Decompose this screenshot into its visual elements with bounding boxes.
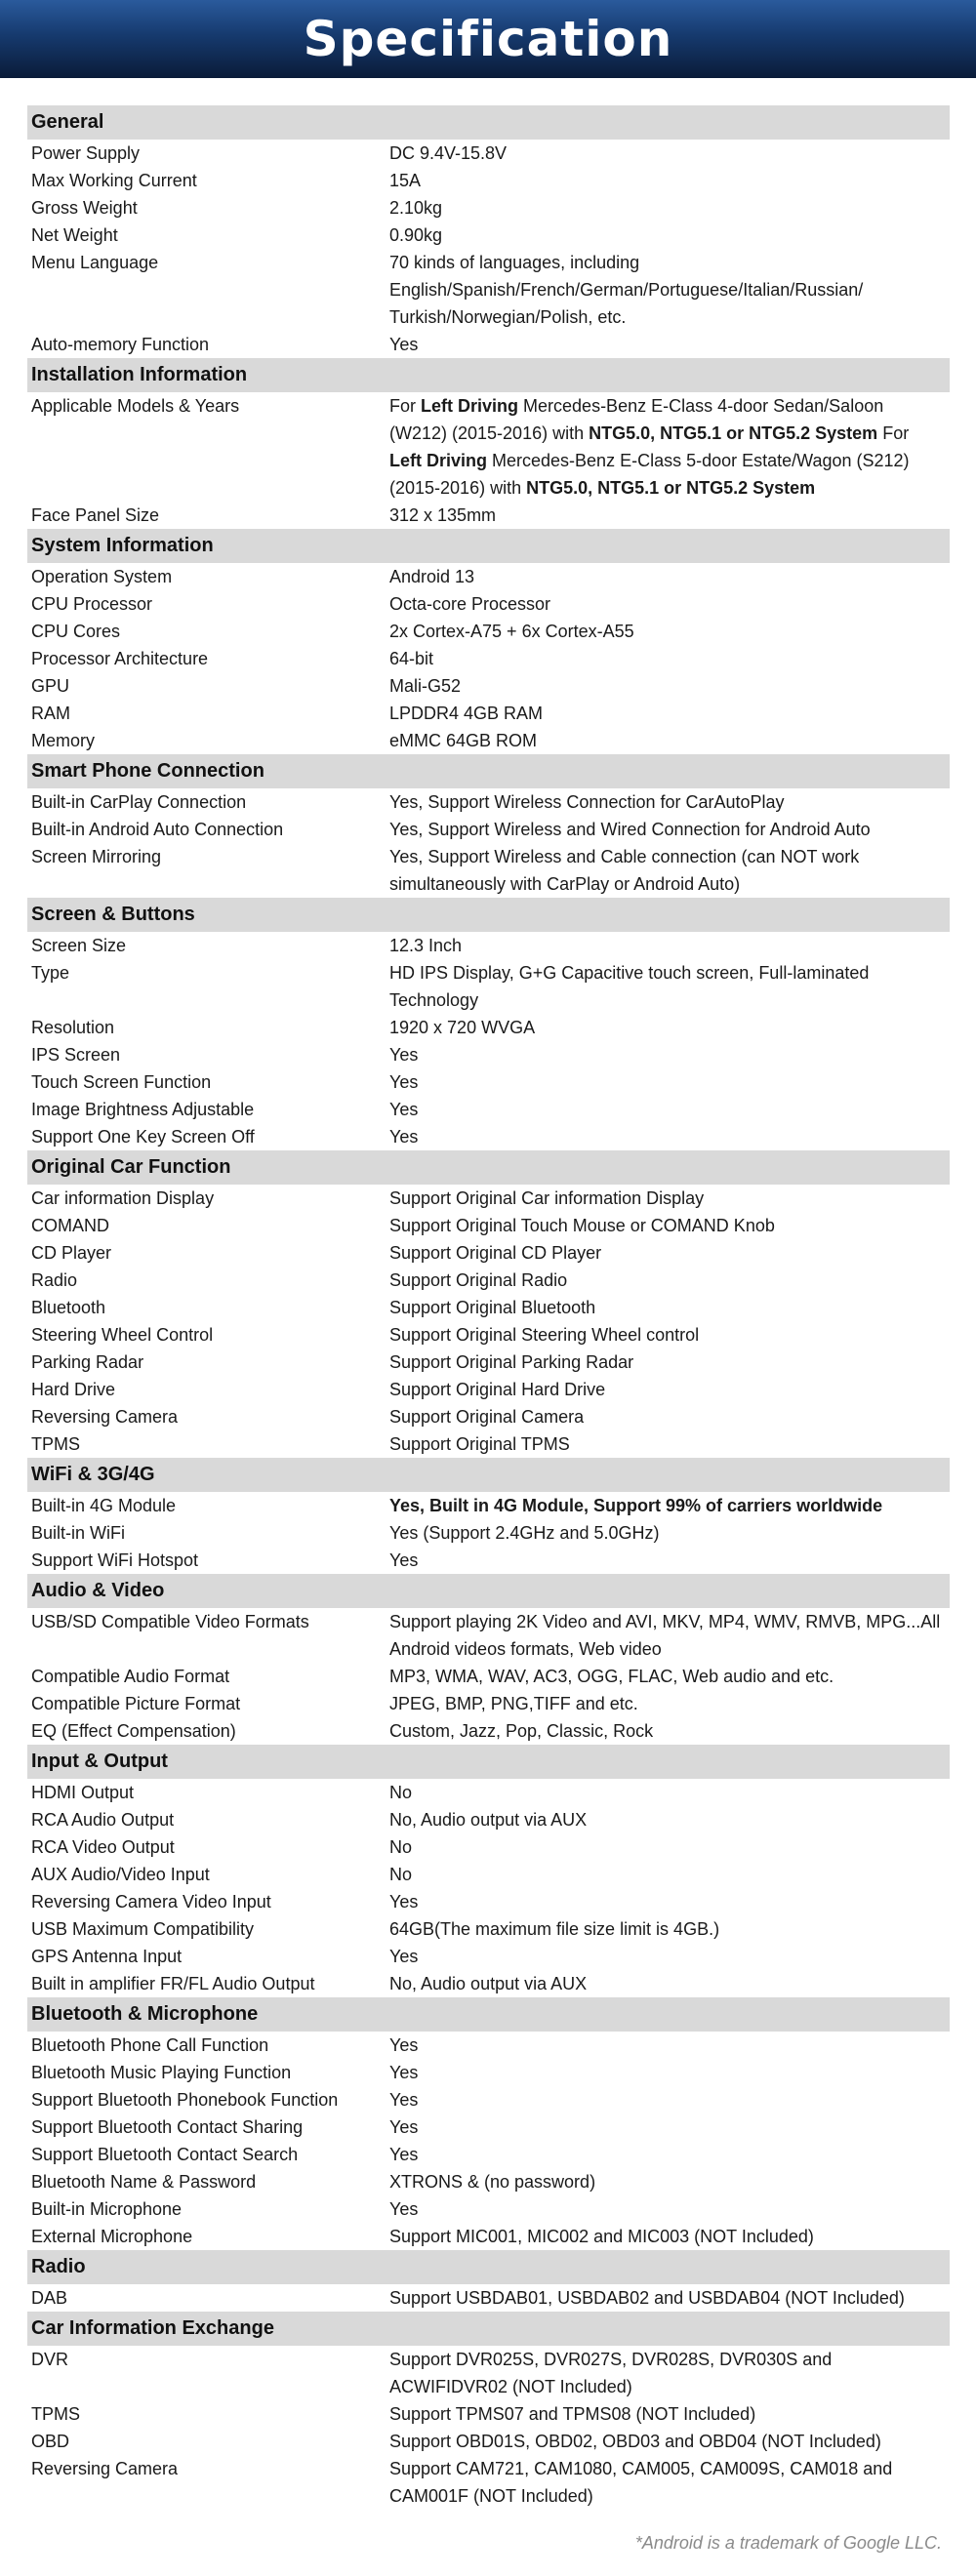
- spec-value: XTRONS & (no password): [389, 2172, 596, 2192]
- spec-value: Yes: [389, 2090, 419, 2110]
- spec-row: [27, 140, 950, 167]
- spec-label: CPU Cores: [31, 622, 121, 641]
- spec-value: Support Original Steering Wheel control: [389, 1325, 700, 1345]
- spec-label: Built-in Android Auto Connection: [31, 820, 284, 839]
- spec-value: Support Original Hard Drive: [389, 1380, 606, 1399]
- section-header: Screen & Buttons: [27, 898, 950, 932]
- spec-row: [27, 1833, 950, 1861]
- spec-value: Yes: [389, 335, 419, 354]
- header-banner: [0, 0, 976, 78]
- spec-label: Power Supply: [31, 143, 141, 163]
- section-header: Installation Information: [27, 358, 950, 392]
- section-header: Input & Output: [27, 1745, 950, 1779]
- spec-value: Support OBD01S, OBD02, OBD03 and OBD04 (NOT Included): [389, 2432, 881, 2451]
- spec-row: [27, 1185, 950, 1212]
- spec-label: Memory: [31, 731, 96, 750]
- spec-label: Reversing Camera Video Input: [31, 1892, 271, 1912]
- spec-value: Support CAM721, CAM1080, CAM005, CAM009S, CAM018 and CAM001F (NOT Included): [389, 2459, 893, 2506]
- spec-row: [27, 1014, 950, 1041]
- spec-row: [27, 563, 950, 590]
- spec-label: Support One Key Screen Off: [31, 1127, 255, 1147]
- spec-value: Support Original Touch Mouse or COMAND Knob: [389, 1216, 775, 1235]
- spec-row: [27, 1861, 950, 1888]
- spec-row: [27, 249, 950, 331]
- spec-label: Bluetooth Name & Password: [31, 2172, 257, 2192]
- section-header: Smart Phone Connection: [27, 754, 950, 788]
- spec-label: Image Brightness Adjustable: [31, 1100, 255, 1119]
- spec-value: Yes: [389, 2035, 419, 2055]
- spec-row: [27, 1403, 950, 1430]
- spec-value: Yes: [389, 1892, 419, 1912]
- spec-label: Support Bluetooth Contact Search: [31, 2145, 299, 2164]
- spec-section: [27, 898, 950, 1150]
- spec-label: External Microphone: [31, 2227, 193, 2246]
- spec-row: [27, 2428, 950, 2455]
- spec-value: Yes (Support 2.4GHz and 5.0GHz): [389, 1523, 660, 1543]
- spec-value: Support TPMS07 and TPMS08 (NOT Included): [389, 2404, 756, 2424]
- spec-value: Octa-core Processor: [389, 594, 551, 614]
- spec-label: TPMS: [31, 2404, 81, 2424]
- spec-row: [27, 1779, 950, 1806]
- spec-value: Yes: [389, 2117, 419, 2137]
- spec-value: Yes: [389, 1947, 419, 1966]
- spec-value: No, Audio output via AUX: [389, 1810, 588, 1830]
- spec-label: Radio: [31, 1270, 78, 1290]
- spec-label: DAB: [31, 2288, 68, 2308]
- spec-row: [27, 700, 950, 727]
- section-header: General: [27, 105, 950, 140]
- spec-label: Support Bluetooth Contact Sharing: [31, 2117, 304, 2137]
- spec-row: [27, 1267, 950, 1294]
- spec-row: [27, 2223, 950, 2250]
- spec-value: Support DVR025S, DVR027S, DVR028S, DVR030S and ACWIFIDVR02 (NOT Included): [389, 2350, 833, 2396]
- spec-label: CD Player: [31, 1243, 112, 1263]
- spec-value: Yes: [389, 1100, 419, 1119]
- spec-value: Support USBDAB01, USBDAB02 and USBDAB04 (NOT Included): [389, 2288, 905, 2308]
- spec-label: Menu Language: [31, 253, 159, 272]
- spec-section: [27, 529, 950, 754]
- spec-value: No: [389, 1783, 413, 1802]
- spec-section: [27, 2312, 950, 2510]
- spec-value-part: NTG5.0, NTG5.1 or NTG5.2 System: [526, 478, 816, 498]
- spec-value: 15A: [389, 171, 422, 190]
- spec-label: CPU Processor: [31, 594, 153, 614]
- spec-section: [27, 2250, 950, 2312]
- section-header: Original Car Function: [27, 1150, 950, 1185]
- spec-row: [27, 816, 950, 843]
- spec-row: [27, 1239, 950, 1267]
- spec-label: Bluetooth: [31, 1298, 106, 1317]
- spec-value-part: For: [877, 423, 910, 443]
- spec-value-part: Left Driving: [389, 451, 488, 470]
- spec-label: AUX Audio/Video Input: [31, 1865, 210, 1884]
- spec-value: 70 kinds of languages, including English/Spanish/French/German/Portuguese/Italian/Russian/ Turkish/Norwegian/Polish, etc.: [389, 253, 864, 327]
- spec-value: Yes: [389, 1072, 419, 1092]
- spec-value: Yes: [389, 1045, 419, 1065]
- section-header: Audio & Video: [27, 1574, 950, 1608]
- spec-value: Custom, Jazz, Pop, Classic, Rock: [389, 1721, 654, 1741]
- spec-value: Support Original Camera: [389, 1407, 585, 1427]
- spec-row: [27, 727, 950, 754]
- spec-value: Android 13: [389, 567, 475, 586]
- spec-label: Resolution: [31, 1018, 115, 1037]
- spec-label: Bluetooth Phone Call Function: [31, 2035, 269, 2055]
- spec-label: Built in amplifier FR/FL Audio Output: [31, 1974, 315, 1993]
- spec-row: [27, 1321, 950, 1348]
- spec-label: Reversing Camera: [31, 1407, 179, 1427]
- spec-value: No: [389, 1837, 413, 1857]
- spec-value: Yes: [389, 2063, 419, 2082]
- spec-value-part: Mercedes-Benz E-Class 4-door Sedan/Saloon (W212) (2015-2016) with: [389, 396, 884, 443]
- spec-value: No: [389, 1865, 413, 1884]
- spec-row: [27, 1806, 950, 1833]
- spec-value: 2x Cortex-A75 + 6x Cortex-A55: [389, 622, 634, 641]
- spec-label: Parking Radar: [31, 1352, 144, 1372]
- spec-row: [27, 1348, 950, 1376]
- spec-value: 12.3 Inch: [389, 936, 463, 955]
- spec-row: [27, 2059, 950, 2086]
- spec-row: [27, 1608, 950, 1663]
- spec-label: Compatible Audio Format: [31, 1667, 230, 1686]
- spec-row: [27, 1294, 950, 1321]
- spec-row: [27, 618, 950, 645]
- spec-row: [27, 1663, 950, 1690]
- spec-value: 64-bit: [389, 649, 434, 668]
- spec-section: [27, 1458, 950, 1574]
- spec-value: Support Original Radio: [389, 1270, 568, 1290]
- spec-section: [27, 1745, 950, 1997]
- spec-label: RAM: [31, 704, 70, 723]
- spec-value: 2.10kg: [389, 198, 443, 218]
- spec-label: TPMS: [31, 1434, 81, 1454]
- spec-value: No, Audio output via AUX: [389, 1974, 588, 1993]
- spec-row: [27, 194, 950, 221]
- page-title: Specification: [303, 11, 673, 67]
- spec-label: Screen Size: [31, 936, 127, 955]
- spec-row: [27, 1915, 950, 1943]
- spec-row: [27, 2195, 950, 2223]
- spec-label: COMAND: [31, 1216, 109, 1235]
- spec-section: [27, 754, 950, 898]
- spec-value: Yes, Support Wireless and Cable connection (can NOT work simultaneously with CarPlay or Android Auto): [389, 847, 860, 894]
- spec-label: Bluetooth Music Playing Function: [31, 2063, 292, 2082]
- spec-value: Yes: [389, 2145, 419, 2164]
- section-header: Bluetooth & Microphone: [27, 1997, 950, 2032]
- spec-value: Yes: [389, 1127, 419, 1147]
- spec-row: [27, 392, 950, 502]
- spec-label: GPS Antenna Input: [31, 1947, 183, 1966]
- spec-label: Built-in Microphone: [31, 2199, 183, 2219]
- spec-label: OBD: [31, 2432, 70, 2451]
- spec-label: Max Working Current: [31, 171, 197, 190]
- spec-row: [27, 2086, 950, 2113]
- spec-row: [27, 1519, 950, 1547]
- spec-label: Type: [31, 963, 70, 983]
- spec-row: [27, 1041, 950, 1068]
- spec-label: Compatible Picture Format: [31, 1694, 241, 1713]
- spec-row: [27, 2032, 950, 2059]
- spec-row: [27, 1690, 950, 1717]
- spec-label: Processor Architecture: [31, 649, 209, 668]
- spec-value: Support playing 2K Video and AVI, MKV, MP4, WMV, RMVB, MPG...All Android videos formats, Web video: [389, 1612, 941, 1659]
- spec-row: [27, 331, 950, 358]
- spec-value-part: Left Driving: [421, 396, 519, 416]
- spec-value: Support Original Bluetooth: [389, 1298, 596, 1317]
- spec-label: EQ (Effect Compensation): [31, 1721, 236, 1741]
- spec-row: [27, 1376, 950, 1403]
- spec-value: Yes: [389, 2199, 419, 2219]
- spec-section: [27, 1997, 950, 2250]
- spec-row: [27, 1096, 950, 1123]
- section-header: System Information: [27, 529, 950, 563]
- spec-label: IPS Screen: [31, 1045, 121, 1065]
- spec-row: [27, 1970, 950, 1997]
- spec-label: DVR: [31, 2350, 69, 2369]
- spec-row: [27, 1547, 950, 1574]
- spec-row: [27, 1492, 950, 1519]
- spec-row: [27, 221, 950, 249]
- spec-label: USB/SD Compatible Video Formats: [31, 1612, 309, 1631]
- spec-row: [27, 932, 950, 959]
- spec-value: DC 9.4V-15.8V: [389, 143, 508, 163]
- spec-value: Mali-G52: [389, 676, 462, 696]
- spec-label: RCA Video Output: [31, 1837, 175, 1857]
- spec-row: [27, 2346, 950, 2400]
- specification-table: [27, 105, 950, 2510]
- spec-value-part: NTG5.0, NTG5.1 or NTG5.2 System: [589, 423, 878, 443]
- spec-value: Yes, Built in 4G Module, Support 99% of carriers worldwide: [389, 1496, 883, 1515]
- spec-section: [27, 1150, 950, 1458]
- spec-value: Yes: [389, 1550, 419, 1570]
- spec-value-part: Mercedes-Benz E-Class 5-door Estate/Wagon (S212) (2015-2016) with: [389, 451, 910, 498]
- spec-label: Gross Weight: [31, 198, 138, 218]
- spec-value: HD IPS Display, G+G Capacitive touch screen, Full-laminated Technology: [389, 963, 870, 1010]
- spec-section: [27, 105, 950, 358]
- spec-label: Auto-memory Function: [31, 335, 210, 354]
- spec-row: [27, 2113, 950, 2141]
- spec-value: MP3, WMA, WAV, AC3, OGG, FLAC, Web audio and etc.: [389, 1667, 834, 1686]
- spec-label: Steering Wheel Control: [31, 1325, 214, 1345]
- spec-row: [27, 2284, 950, 2312]
- spec-label: GPU: [31, 676, 70, 696]
- spec-label: Applicable Models & Years: [31, 396, 240, 416]
- spec-label: Operation System: [31, 567, 173, 586]
- spec-row: [27, 590, 950, 618]
- spec-row: [27, 2141, 950, 2168]
- spec-value: 1920 x 720 WVGA: [389, 1018, 536, 1037]
- spec-row: [27, 1068, 950, 1096]
- spec-value: JPEG, BMP, PNG,TIFF and etc.: [389, 1694, 638, 1713]
- spec-row: [27, 788, 950, 816]
- spec-row: [27, 167, 950, 194]
- spec-row: [27, 672, 950, 700]
- section-header: Car Information Exchange: [27, 2312, 950, 2346]
- spec-value: Yes, Support Wireless and Wired Connection for Android Auto: [389, 820, 871, 839]
- spec-value: Support Original TPMS: [389, 1434, 570, 1454]
- spec-value: 312 x 135mm: [389, 505, 497, 525]
- spec-value: Support Original CD Player: [389, 1243, 602, 1263]
- spec-label: HDMI Output: [31, 1783, 135, 1802]
- spec-row: [27, 1123, 950, 1150]
- spec-value: [389, 392, 950, 502]
- spec-row: [27, 502, 950, 529]
- spec-row: [27, 2455, 950, 2510]
- spec-row: [27, 1430, 950, 1458]
- spec-value: Support Original Car information Display: [389, 1188, 705, 1208]
- spec-row: [27, 1888, 950, 1915]
- spec-value: LPDDR4 4GB RAM: [389, 704, 544, 723]
- spec-section: [27, 358, 950, 529]
- spec-row: [27, 2168, 950, 2195]
- spec-row: [27, 2400, 950, 2428]
- spec-label: Touch Screen Function: [31, 1072, 212, 1092]
- spec-value: eMMC 64GB ROM: [389, 731, 538, 750]
- spec-label: Support Bluetooth Phonebook Function: [31, 2090, 339, 2110]
- spec-value: 64GB(The maximum file size limit is 4GB.): [389, 1919, 720, 1939]
- spec-value: Yes, Support Wireless Connection for CarAutoPlay: [389, 792, 785, 812]
- spec-label: Car information Display: [31, 1188, 215, 1208]
- spec-row: [27, 1212, 950, 1239]
- spec-label: Net Weight: [31, 225, 118, 245]
- spec-value: Support MIC001, MIC002 and MIC003 (NOT Included): [389, 2227, 814, 2246]
- spec-row: [27, 645, 950, 672]
- spec-value-part: For: [389, 396, 422, 416]
- spec-section: [27, 1574, 950, 1745]
- spec-label: Built-in WiFi: [31, 1523, 126, 1543]
- spec-value: 0.90kg: [389, 225, 443, 245]
- spec-label: RCA Audio Output: [31, 1810, 175, 1830]
- spec-label: Reversing Camera: [31, 2459, 179, 2478]
- spec-label: Support WiFi Hotspot: [31, 1550, 199, 1570]
- section-header: WiFi & 3G/4G: [27, 1458, 950, 1492]
- spec-label: Built-in CarPlay Connection: [31, 792, 247, 812]
- spec-label: Screen Mirroring: [31, 847, 162, 866]
- spec-label: USB Maximum Compatibility: [31, 1919, 255, 1939]
- spec-label: Hard Drive: [31, 1380, 116, 1399]
- spec-label: Face Panel Size: [31, 505, 160, 525]
- spec-row: [27, 959, 950, 1014]
- trademark-footnote: *Android is a trademark of Google LLC.: [634, 2533, 942, 2553]
- spec-row: [27, 1717, 950, 1745]
- spec-value: Support Original Parking Radar: [389, 1352, 634, 1372]
- spec-row: [27, 843, 950, 898]
- spec-label: Built-in 4G Module: [31, 1496, 177, 1515]
- section-header: Radio: [27, 2250, 950, 2284]
- spec-row: [27, 1943, 950, 1970]
